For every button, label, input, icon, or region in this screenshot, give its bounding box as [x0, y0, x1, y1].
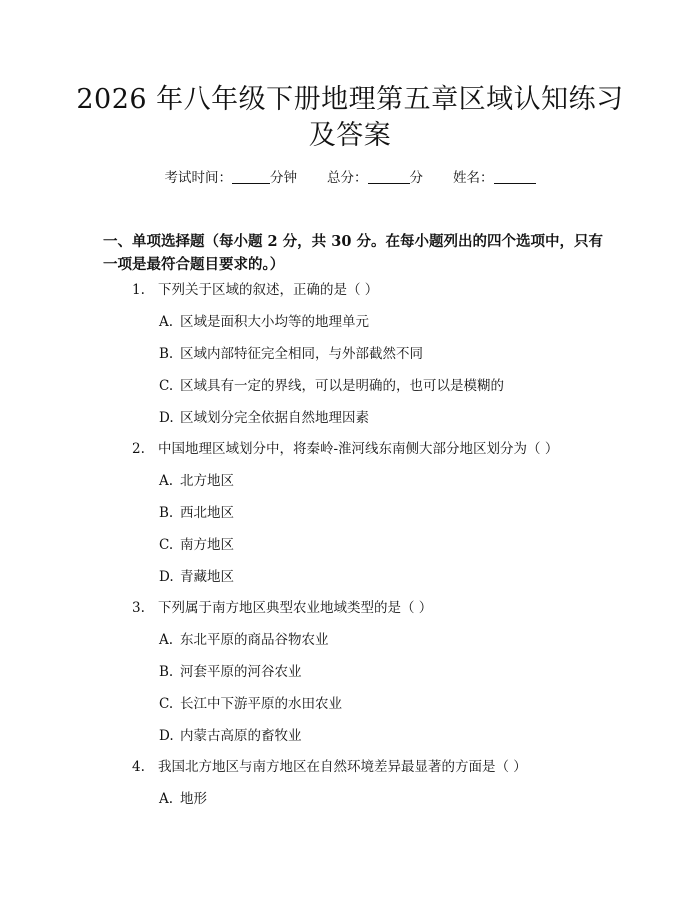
option-letter: A. [159, 632, 174, 648]
question-2-option-a [159, 471, 234, 491]
total-score-label: 总分： [327, 170, 368, 186]
question-text: 下列关于区域的叙述，正确的是（ ） [158, 282, 379, 298]
question-3-option-a [159, 630, 329, 650]
document-title-line1: 2026 年八年级下册地理第五章区域认知练习 [76, 84, 624, 115]
question-1-option-b [159, 344, 423, 364]
section-heading-single-choice: 一、单项选择题（每小题 2 分，共 30 分。在每小题列出的四个选项中，只有一项是最符合题目要求的。） [103, 233, 603, 273]
question-1-option-d [159, 408, 369, 428]
question-3-option-d [159, 726, 302, 746]
option-letter: C. [159, 537, 174, 553]
question-4-option-a [159, 789, 207, 809]
option-letter: A. [159, 791, 174, 807]
option-letter: B. [159, 505, 174, 521]
question-1-option-c [159, 376, 504, 396]
option-text: 内蒙古高原的畜牧业 [180, 728, 302, 744]
question-text: 下列属于南方地区典型农业地域类型的是（ ） [158, 600, 433, 616]
option-text: 区域划分完全依据自然地理因素 [180, 410, 369, 426]
exam-info-line [0, 168, 700, 188]
option-letter: D. [159, 569, 174, 585]
question-2-option-d [159, 567, 234, 587]
option-letter: B. [159, 664, 174, 680]
question-1-option-a [159, 312, 369, 332]
option-letter: C. [159, 378, 174, 394]
option-text: 南方地区 [180, 537, 234, 553]
option-text: 河套平原的河谷农业 [180, 664, 302, 680]
option-text: 地形 [180, 791, 207, 807]
option-letter: A. [159, 473, 174, 489]
question-text: 中国地理区域划分中，将秦岭-淮河线东南侧大部分地区划分为（ ） [158, 441, 559, 457]
question-3-option-b [159, 662, 302, 682]
exam-time-blank [232, 169, 270, 184]
document-title-line2: 及答案 [308, 120, 392, 151]
question-number: 4. [132, 759, 145, 775]
option-letter: B. [159, 346, 174, 362]
option-letter: A. [159, 314, 174, 330]
question-3 [132, 598, 432, 618]
option-text: 区域具有一定的界线，可以是明确的，也可以是模糊的 [180, 378, 504, 394]
total-score-blank [368, 169, 410, 184]
option-text: 东北平原的商品谷物农业 [180, 632, 329, 648]
total-score-unit: 分 [409, 170, 423, 186]
question-2 [132, 439, 558, 459]
student-name-blank [494, 169, 536, 184]
question-number: 2. [132, 441, 145, 457]
exam-time-unit: 分钟 [270, 170, 297, 186]
question-3-option-c [159, 694, 342, 714]
question-number: 1. [132, 282, 145, 298]
option-letter: D. [159, 728, 174, 744]
option-text: 区域是面积大小均等的地理单元 [180, 314, 369, 330]
student-name-label: 姓名： [453, 170, 494, 186]
option-text: 北方地区 [180, 473, 234, 489]
option-letter: D. [159, 410, 174, 426]
option-text: 西北地区 [180, 505, 234, 521]
question-2-option-b [159, 503, 234, 523]
exam-time-label: 考试时间： [164, 170, 232, 186]
question-text: 我国北方地区与南方地区在自然环境差异最显著的方面是（ ） [158, 759, 527, 775]
option-text: 长江中下游平原的水田农业 [180, 696, 342, 712]
question-number: 3. [132, 600, 145, 616]
option-text: 区域内部特征完全相同，与外部截然不同 [180, 346, 423, 362]
question-1 [132, 280, 378, 300]
question-4 [132, 757, 527, 777]
option-letter: C. [159, 696, 174, 712]
question-2-option-c [159, 535, 234, 555]
option-text: 青藏地区 [180, 569, 234, 585]
